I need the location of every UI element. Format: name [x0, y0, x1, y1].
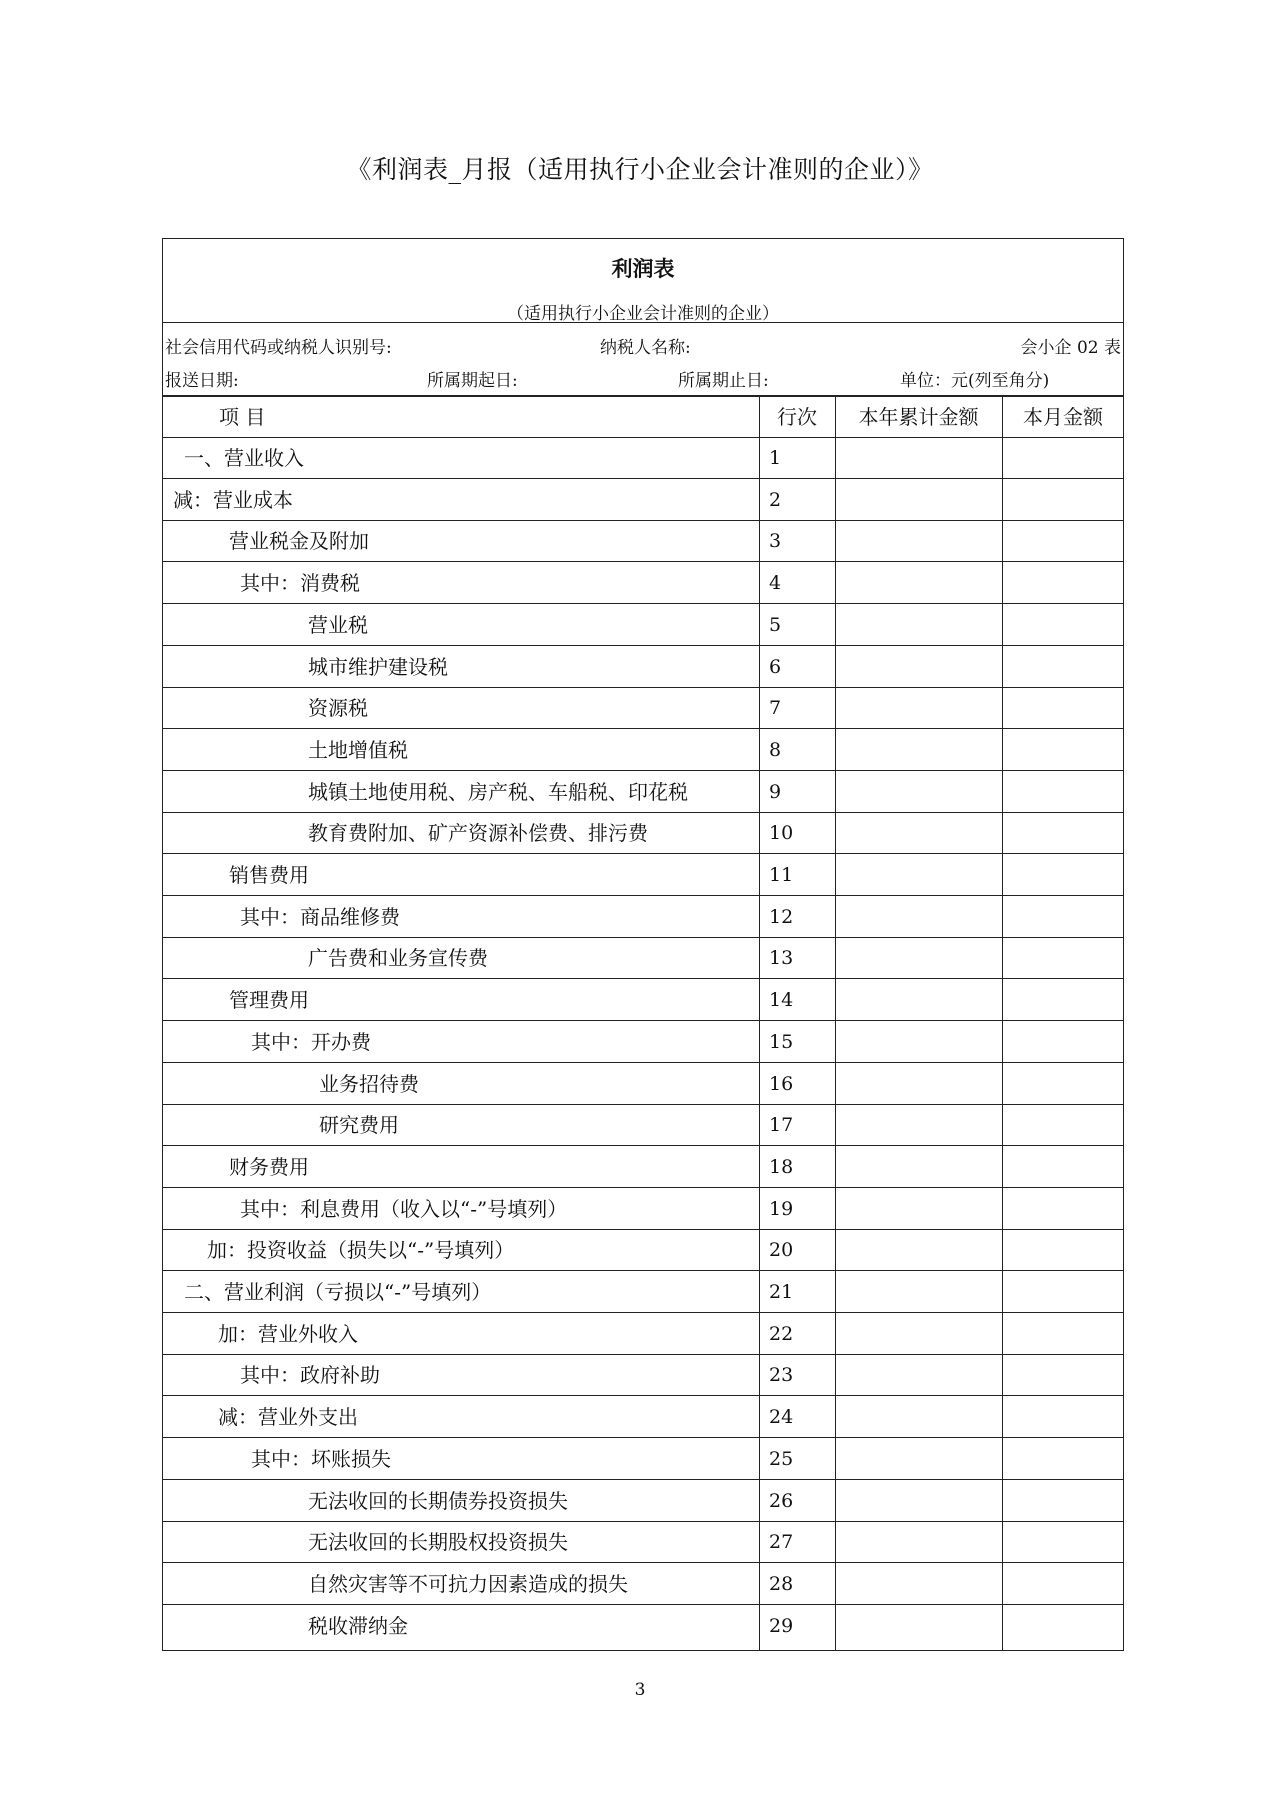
table-row — [163, 1355, 1123, 1396]
row-item-label: 教育费附加、矿产资源补偿费、排污费 — [308, 821, 648, 846]
row-item-label: 销售费用 — [229, 863, 309, 887]
table-row — [163, 1606, 1123, 1647]
row-item-label: 研究费用 — [319, 1113, 399, 1138]
header-ytd-amount: 本年累计金额 — [858, 405, 979, 429]
row-line-number: 24 — [769, 1406, 794, 1429]
row-line-number: 29 — [769, 1614, 794, 1637]
table-row — [163, 1064, 1123, 1105]
row-line-number: 9 — [769, 780, 782, 803]
table-row — [163, 813, 1123, 854]
report-date-label: 报送日期: — [165, 371, 239, 391]
row-item-label: 其中：利息费用（收入以“-”号填列） — [240, 1196, 568, 1221]
row-item-label: 广告费和业务宣传费 — [308, 946, 488, 971]
row-line-number: 14 — [769, 989, 794, 1012]
header-line-no: 行次 — [777, 405, 817, 429]
row-line-number: 6 — [769, 655, 782, 678]
row-line-number: 7 — [769, 697, 782, 720]
row-line-number: 22 — [769, 1322, 794, 1345]
row-item-label: 城市维护建设税 — [308, 654, 448, 679]
row-line-number: 19 — [769, 1197, 794, 1220]
row-line-number: 13 — [769, 947, 794, 970]
row-item-label: 一、营业收入 — [184, 446, 304, 470]
table-row — [163, 605, 1123, 646]
table-row — [163, 1147, 1123, 1188]
row-line-number: 26 — [769, 1489, 794, 1512]
form-title: 利润表 — [611, 256, 675, 281]
row-line-number: 2 — [769, 488, 782, 511]
row-item-label: 无法收回的长期债券投资损失 — [308, 1488, 568, 1513]
table-row — [163, 688, 1123, 729]
subtitle-divider — [163, 322, 1123, 323]
table-row — [163, 1439, 1123, 1480]
row-item-label: 税收滞纳金 — [308, 1613, 408, 1638]
form-code: 会小企 02 表 — [1020, 338, 1121, 358]
table-row — [163, 521, 1123, 562]
table-row — [163, 730, 1123, 771]
income-statement-form — [162, 238, 1124, 1651]
row-item-label: 其中：消费税 — [240, 571, 360, 596]
row-line-number: 5 — [769, 613, 782, 636]
row-line-number: 15 — [769, 1030, 794, 1053]
row-line-number: 1 — [769, 447, 782, 469]
row-line-number: 27 — [769, 1531, 794, 1554]
header-month-amount: 本月金额 — [1023, 405, 1103, 429]
table-row — [163, 480, 1123, 521]
period-end-label: 所属期止日: — [678, 371, 769, 391]
form-subtitle: （适用执行小企业会计准则的企业） — [507, 304, 779, 324]
table-row — [163, 1230, 1123, 1271]
row-item-label: 无法收回的长期股权投资损失 — [308, 1530, 568, 1555]
table-row — [163, 1189, 1123, 1230]
row-item-label: 其中：商品维修费 — [240, 904, 400, 929]
document-title: 《利润表_月报（适用执行小企业会计准则的企业）》 — [346, 155, 934, 184]
credit-code-label: 社会信用代码或纳税人识别号: — [165, 338, 392, 358]
table-row — [163, 855, 1123, 896]
row-item-label: 土地增值税 — [308, 737, 408, 762]
row-item-label: 城镇土地使用税、房产税、车船税、印花税 — [308, 779, 688, 804]
table-row — [163, 1105, 1123, 1146]
table-row — [163, 438, 1123, 479]
taxpayer-name-label: 纳税人名称: — [600, 338, 691, 358]
table-row — [163, 772, 1123, 813]
row-line-number: 21 — [769, 1281, 794, 1303]
row-line-number: 12 — [769, 905, 794, 928]
row-item-label: 二、营业利润（亏损以“-”号填列） — [184, 1280, 492, 1304]
table-row — [163, 1397, 1123, 1438]
row-line-number: 4 — [769, 572, 782, 595]
row-line-number: 8 — [769, 738, 782, 761]
table-row — [163, 1564, 1123, 1605]
row-item-label: 减：营业成本 — [173, 487, 293, 512]
table-row — [163, 938, 1123, 979]
row-line-number: 16 — [769, 1072, 794, 1095]
unit-label: 单位：元(列至角分) — [900, 371, 1050, 391]
period-start-label: 所属期起日: — [427, 371, 518, 391]
row-line-number: 23 — [769, 1364, 794, 1387]
row-line-number: 20 — [769, 1239, 794, 1262]
table-row — [163, 1314, 1123, 1355]
row-item-label: 自然灾害等不可抗力因素造成的损失 — [308, 1571, 628, 1596]
row-item-label: 业务招待费 — [319, 1071, 419, 1096]
row-line-number: 25 — [769, 1447, 794, 1470]
row-line-number: 11 — [769, 864, 794, 886]
row-item-label: 营业税金及附加 — [229, 529, 369, 554]
row-item-label: 其中：开办费 — [251, 1029, 371, 1054]
table-row — [163, 647, 1123, 688]
table-row — [163, 1481, 1123, 1522]
table-row — [163, 1022, 1123, 1063]
row-item-label: 营业税 — [308, 612, 368, 637]
row-line-number: 10 — [769, 822, 794, 845]
row-item-label: 管理费用 — [229, 988, 309, 1013]
table-header-row — [163, 397, 1123, 438]
row-item-label: 财务费用 — [229, 1154, 309, 1179]
row-item-label: 其中：坏账损失 — [251, 1446, 391, 1471]
row-item-label: 加：投资收益（损失以“-”号填列） — [207, 1238, 515, 1263]
row-line-number: 18 — [769, 1155, 794, 1178]
row-item-label: 加：营业外收入 — [218, 1321, 358, 1346]
row-item-label: 其中：政府补助 — [240, 1363, 380, 1388]
header-item: 项 目 — [219, 405, 266, 429]
table-row — [163, 1272, 1123, 1313]
table-row — [163, 1522, 1123, 1563]
row-item-label: 减：营业外支出 — [218, 1405, 358, 1430]
row-line-number: 17 — [769, 1114, 794, 1137]
row-line-number: 3 — [769, 530, 782, 553]
page-number: 3 — [634, 1680, 646, 1700]
table-row — [163, 563, 1123, 604]
table-row — [163, 897, 1123, 938]
table-row — [163, 980, 1123, 1021]
row-line-number: 28 — [769, 1572, 794, 1595]
row-item-label: 资源税 — [308, 696, 368, 721]
